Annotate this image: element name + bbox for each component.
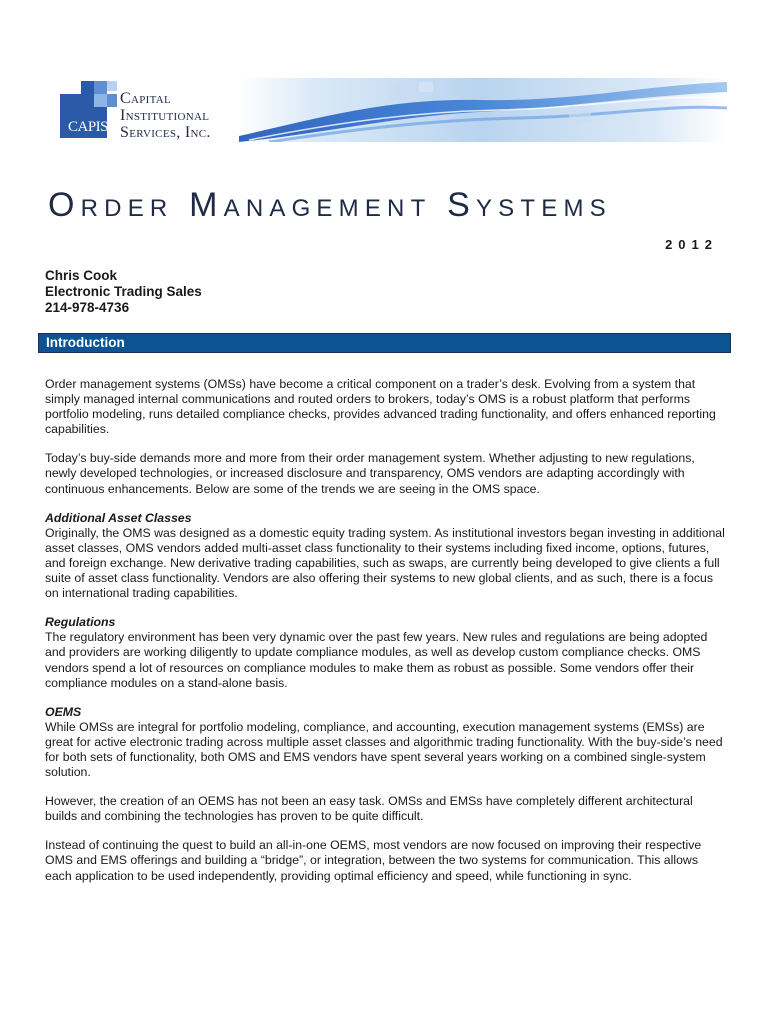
- oems-paragraph-2: However, the creation of an OEMS has not been an easy task. OMSs and EMSs have completely different architectural builds and combining the technologies has proven to be quite difficult.: [45, 794, 693, 824]
- intro-paragraph-2: Today’s buy-side demands more and more from their order management system. Whether adjusting to new regulations, newly developed technologies, or increased disclosure and transparency, OMS vendors are adapting accordingly with continuous enhancements. Below are some of the trends we are seeing in the OMS space.: [45, 451, 695, 496]
- oems-paragraph-1: While OMSs are integral for portfolio modeling, compliance, and accounting, execution management systems (EMSs) are great for active electronic trading across multiple asset classes and algorithmic trading functionality. With the buy-side’s need for both sets of functionality, both OMS and EMS vendors have spent several years working on a combined single-system solution.: [45, 719, 723, 780]
- document-body: [45, 377, 725, 898]
- author-name: Chris Cook: [45, 268, 118, 283]
- asset-classes-paragraph: Originally, the OMS was designed as a domestic equity trading system. As institutional investors began investing in additional asset classes, OMS vendors added multi-asset class functionality to their systems including fixed income, options, futures, and foreign exchange. New derivative trading capabilities, such as swaps, are currently being developed to give clients a full suite of asset class functionality. Vendors are also offering their systems to new global clients, and as such, there is a focus on international trading capabilities.: [45, 525, 725, 601]
- document-title: Order Management Systems: [48, 186, 612, 224]
- header-banner-image: [239, 78, 727, 142]
- subsection-heading-regulations: Regulations: [45, 615, 116, 630]
- company-line-3: Services, Inc.: [120, 124, 211, 141]
- company-line-1: Capital: [120, 90, 171, 107]
- subsection-heading-asset-classes: Additional Asset Classes: [45, 510, 192, 525]
- logo-text: CAPIS: [67, 119, 109, 135]
- author-phone: 214-978-4736: [45, 300, 130, 315]
- document-header: [57, 78, 727, 148]
- regulations-paragraph: The regulatory environment has been very dynamic over the past few years. New rules and regulations are being adopted and providers are working diligently to update compliance modules, as well as develop custom compliance checks. OMS vendors spend a lot of resources on compliance modules to make them as robust as possible. Some vendors offer their compliance modules on a stand-alone basis.: [45, 630, 708, 690]
- author-block: [45, 268, 202, 316]
- capis-logo: [57, 78, 121, 140]
- section-header-introduction: [38, 333, 731, 353]
- intro-paragraph-1: Order management systems (OMSs) have become a critical component on a trader’s desk. Evolving from a system that simply managed internal communications and routed orders to brokers, today’s OMS is a robust platform that performs portfolio modeling, runs detailed compliance checks, provides advanced trading functionality, and offers enhanced reporting capabilities.: [45, 377, 716, 437]
- author-role: Electronic Trading Sales: [45, 284, 202, 299]
- subsection-heading-oems: OEMS: [45, 704, 82, 719]
- company-line-2: Institutional: [120, 107, 210, 124]
- oems-paragraph-3: Instead of continuing the quest to build an all-in-one OEMS, most vendors are now focused on improving their respective OMS and EMS offerings and building a “bridge”, or integration, between the two systems for communication. This allows each application to be used independently, providing optimal efficiency and speed, while functioning in sync.: [45, 838, 702, 883]
- document-year: 2012: [665, 237, 718, 252]
- section-title: Introduction: [46, 335, 125, 350]
